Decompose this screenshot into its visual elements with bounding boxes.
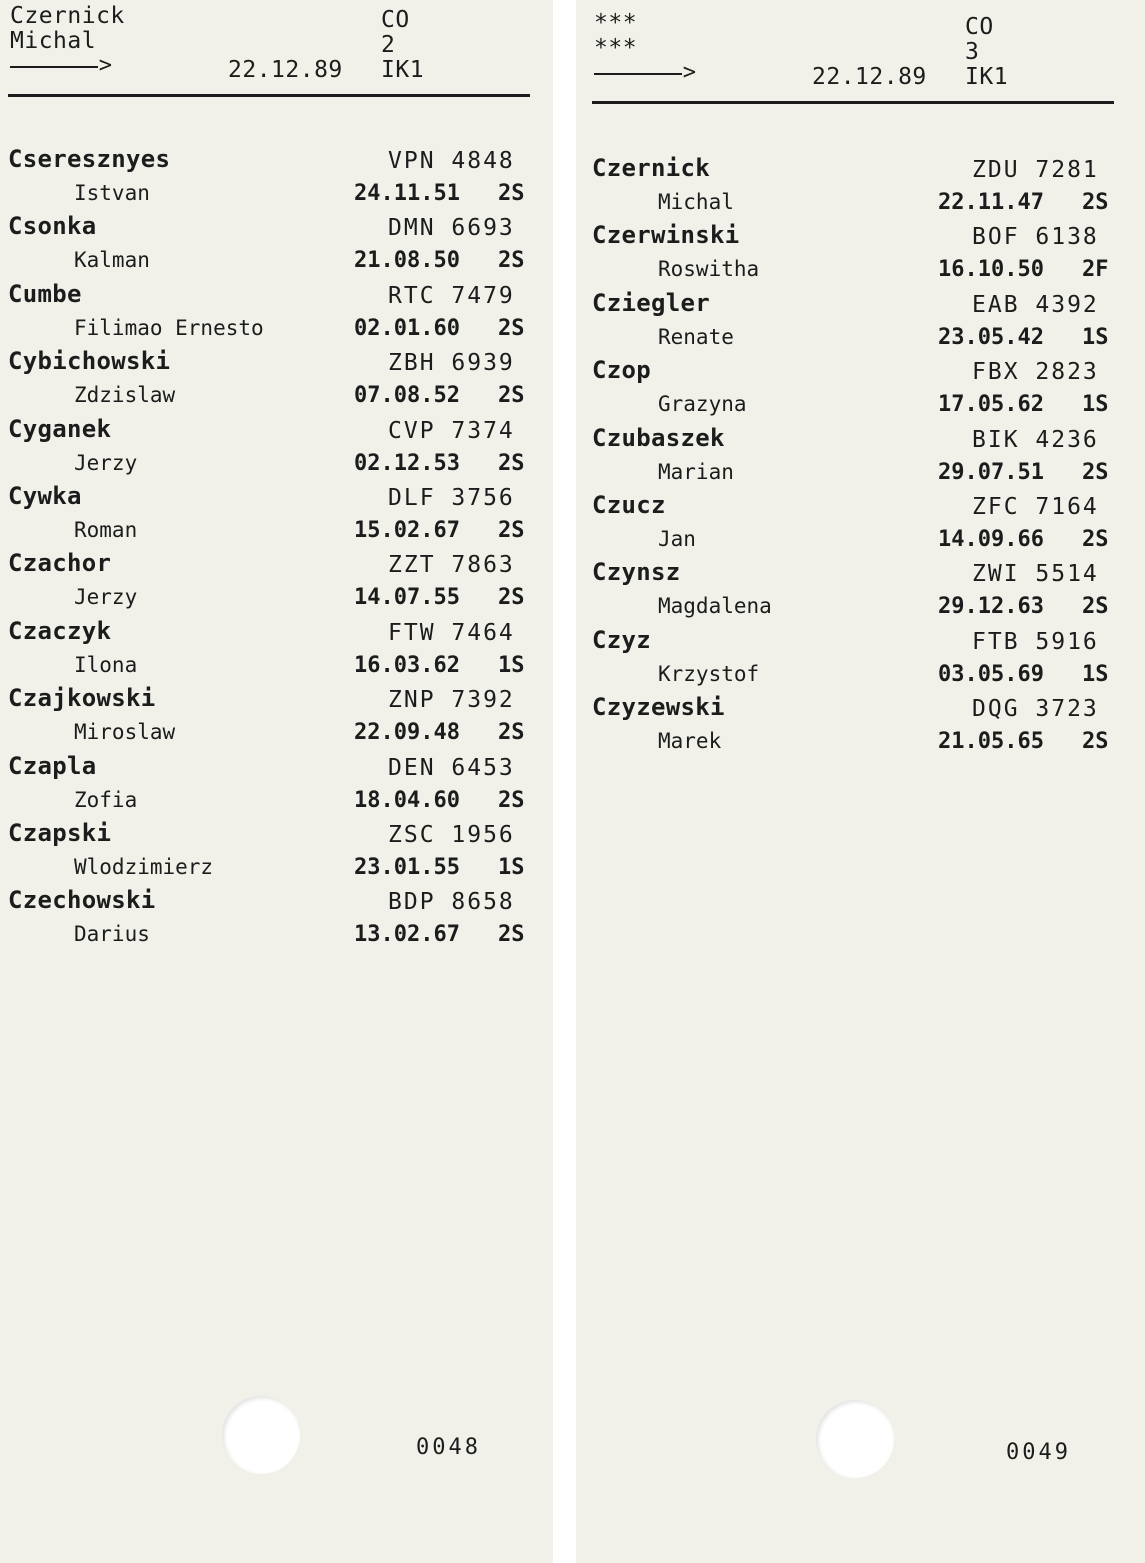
entry-date-of-birth: 16.03.62: [354, 652, 460, 678]
entry-given-name: Grazyna: [658, 392, 747, 417]
entry-surname: Czapski: [8, 818, 112, 847]
entry-surname: Cyganek: [8, 414, 112, 443]
arrow-icon: >: [10, 60, 112, 74]
entry-class: 2S: [498, 315, 525, 341]
header-name-line2: ***: [594, 35, 638, 61]
entry-code: FTW 7464: [388, 619, 515, 646]
entry-date-of-birth: 02.12.53: [354, 450, 460, 476]
entry-class: 2S: [498, 383, 525, 409]
entry-code: BDP 8658: [388, 889, 515, 916]
entry-class: 2S: [1082, 729, 1109, 755]
punch-hole: [222, 1396, 300, 1474]
list-item: [592, 558, 1122, 625]
entry-class: 2S: [498, 585, 525, 611]
entry-code: RTC 7479: [388, 282, 515, 309]
entry-surname: Czubaszek: [592, 423, 725, 452]
entry-date-of-birth: 29.07.51: [938, 459, 1044, 485]
entry-surname: Czop: [592, 356, 651, 385]
header-rule: [8, 94, 530, 97]
arrow-icon: >: [594, 67, 696, 81]
entry-date-of-birth: 21.08.50: [354, 248, 460, 274]
entry-surname: Cseresznyes: [8, 145, 171, 173]
entry-code: EAB 4392: [972, 291, 1099, 318]
header-rule: [592, 101, 1114, 104]
entry-given-name: Istvan: [74, 181, 150, 205]
entry-class: 2S: [498, 450, 525, 476]
entry-surname: Czyz: [592, 625, 651, 654]
entry-code: ZDU 7281: [972, 157, 1099, 183]
entry-date-of-birth: 16.10.50: [938, 257, 1044, 283]
entry-surname: Czaczyk: [8, 616, 112, 645]
card-number: 0048: [416, 1435, 481, 1460]
entry-given-name: Renate: [658, 324, 734, 349]
entry-given-name: Michal: [658, 190, 734, 214]
header-name-line1: Czernick: [10, 3, 125, 29]
card-number: 0049: [1006, 1440, 1071, 1465]
entry-given-name: Jerzy: [74, 585, 138, 610]
entry-given-name: Jan: [658, 526, 696, 551]
list-item: [8, 684, 538, 751]
entry-surname: Czerwinski: [592, 221, 740, 250]
entry-code: ZFC 7164: [972, 493, 1099, 520]
entry-class: 1S: [1082, 392, 1109, 418]
entry-given-name: Wlodzimierz: [74, 854, 214, 879]
list-item: [592, 693, 1122, 760]
index-card-right: [576, 0, 1145, 1563]
list-item: [8, 212, 538, 279]
entry-given-name: Roman: [74, 517, 138, 542]
entry-given-name: Roswitha: [658, 257, 760, 282]
entry-date-of-birth: 18.04.60: [354, 787, 460, 813]
list-item: [592, 289, 1122, 356]
entry-given-name: Ilona: [74, 652, 138, 677]
entry-class: 2S: [498, 517, 525, 543]
entry-given-name: Zofia: [74, 787, 138, 812]
entry-code: ZNP 7392: [388, 687, 515, 714]
header-page: 2: [381, 32, 396, 58]
entry-code: DMN 6693: [388, 215, 515, 242]
entry-date-of-birth: 29.12.63: [938, 594, 1044, 620]
entry-code: FBX 2823: [972, 359, 1099, 386]
entry-code: BOF 6138: [972, 224, 1099, 251]
header-name-line1: ***: [594, 10, 638, 36]
entry-class: 2S: [1082, 190, 1109, 215]
entry-date-of-birth: 22.11.47: [938, 190, 1044, 215]
header-office: IK1: [381, 57, 425, 83]
entry-class: 1S: [1082, 324, 1109, 350]
list-item: [8, 617, 538, 684]
entry-given-name: Magdalena: [658, 594, 772, 619]
entry-date-of-birth: 02.01.60: [354, 315, 460, 341]
entry-given-name: Miroslaw: [74, 720, 176, 745]
list-item: [8, 415, 538, 482]
entry-surname: Czynsz: [592, 558, 681, 587]
entry-code: ZZT 7863: [388, 552, 515, 579]
entry-class: 2S: [498, 248, 525, 274]
entry-class: 2S: [498, 922, 525, 948]
entry-given-name: Filimao Ernesto: [74, 315, 264, 340]
entry-class: 1S: [1082, 661, 1109, 687]
entry-surname: Cywka: [8, 481, 82, 510]
entry-code: BIK 4236: [972, 426, 1099, 453]
list-item: [592, 221, 1122, 288]
entry-surname: Csonka: [8, 212, 97, 241]
entry-list: [8, 145, 538, 954]
list-item: [8, 752, 538, 819]
entry-code: CVP 7374: [388, 417, 515, 444]
entry-given-name: Kalman: [74, 248, 150, 273]
entry-surname: Czapla: [8, 751, 97, 780]
entry-date-of-birth: 22.09.48: [354, 720, 460, 746]
entry-class: 2S: [1082, 459, 1109, 485]
entry-surname: Cumbe: [8, 279, 82, 308]
list-item: [592, 356, 1122, 423]
list-item: [8, 280, 538, 347]
entry-code: DQG 3723: [972, 696, 1099, 723]
entry-given-name: Zdzislaw: [74, 383, 176, 408]
entry-surname: Cziegler: [592, 288, 710, 317]
list-item: [592, 626, 1122, 693]
header-code: CO: [965, 14, 994, 40]
entry-given-name: Jerzy: [74, 450, 138, 475]
entry-given-name: Darius: [74, 922, 150, 947]
list-item: [592, 424, 1122, 491]
entry-date-of-birth: 23.01.55: [354, 854, 460, 880]
header-office: IK1: [965, 64, 1009, 90]
list-item: [8, 482, 538, 549]
entry-code: DEN 6453: [388, 754, 515, 781]
entry-class: 2S: [498, 720, 525, 746]
entry-surname: Cybichowski: [8, 347, 171, 376]
entry-class: 2S: [498, 181, 525, 206]
entry-class: 2S: [1082, 526, 1109, 552]
entry-code: DLF 3756: [388, 484, 515, 511]
header-page: 3: [965, 39, 980, 65]
entry-code: ZBH 6939: [388, 350, 515, 377]
entry-date-of-birth: 07.08.52: [354, 383, 460, 409]
entry-surname: Czachor: [8, 549, 112, 578]
entry-given-name: Krzystof: [658, 661, 760, 686]
entry-date-of-birth: 14.07.55: [354, 585, 460, 611]
header-name-line2: Michal: [10, 28, 97, 54]
entry-code: VPN 4848: [388, 148, 515, 174]
entry-class: 2F: [1082, 257, 1109, 283]
entry-class: 2S: [1082, 594, 1109, 620]
list-item: [8, 549, 538, 616]
entry-code: FTB 5916: [972, 628, 1099, 655]
entry-code: ZWI 5514: [972, 561, 1099, 588]
list-item: [592, 491, 1122, 558]
entry-surname: Czechowski: [8, 886, 156, 915]
list-item: [8, 819, 538, 886]
entry-surname: Czajkowski: [8, 684, 156, 713]
entry-class: 2S: [498, 787, 525, 813]
entry-given-name: Marian: [658, 459, 734, 484]
entry-code: ZSC 1956: [388, 821, 515, 848]
entry-class: 1S: [498, 854, 525, 880]
index-card-left: [0, 0, 553, 1563]
entry-date-of-birth: 15.02.67: [354, 517, 460, 543]
entry-surname: Czyzewski: [592, 693, 725, 722]
entry-date-of-birth: 14.09.66: [938, 526, 1044, 552]
header-date: 22.12.89: [812, 64, 927, 90]
entry-date-of-birth: 24.11.51: [354, 181, 460, 206]
entry-given-name: Marek: [658, 729, 722, 754]
header-code: CO: [381, 7, 410, 33]
entry-date-of-birth: 03.05.69: [938, 661, 1044, 687]
entry-surname: Czucz: [592, 490, 666, 519]
header-date: 22.12.89: [228, 57, 343, 83]
punch-hole: [816, 1400, 894, 1478]
entry-list: [592, 154, 1122, 761]
entry-date-of-birth: 23.05.42: [938, 324, 1044, 350]
list-item: [592, 154, 1122, 221]
list-item: [8, 347, 538, 414]
list-item: [8, 145, 538, 212]
list-item: [8, 886, 538, 953]
entry-date-of-birth: 17.05.62: [938, 392, 1044, 418]
entry-date-of-birth: 13.02.67: [354, 922, 460, 948]
entry-class: 1S: [498, 652, 525, 678]
entry-date-of-birth: 21.05.65: [938, 729, 1044, 755]
entry-surname: Czernick: [592, 154, 710, 182]
